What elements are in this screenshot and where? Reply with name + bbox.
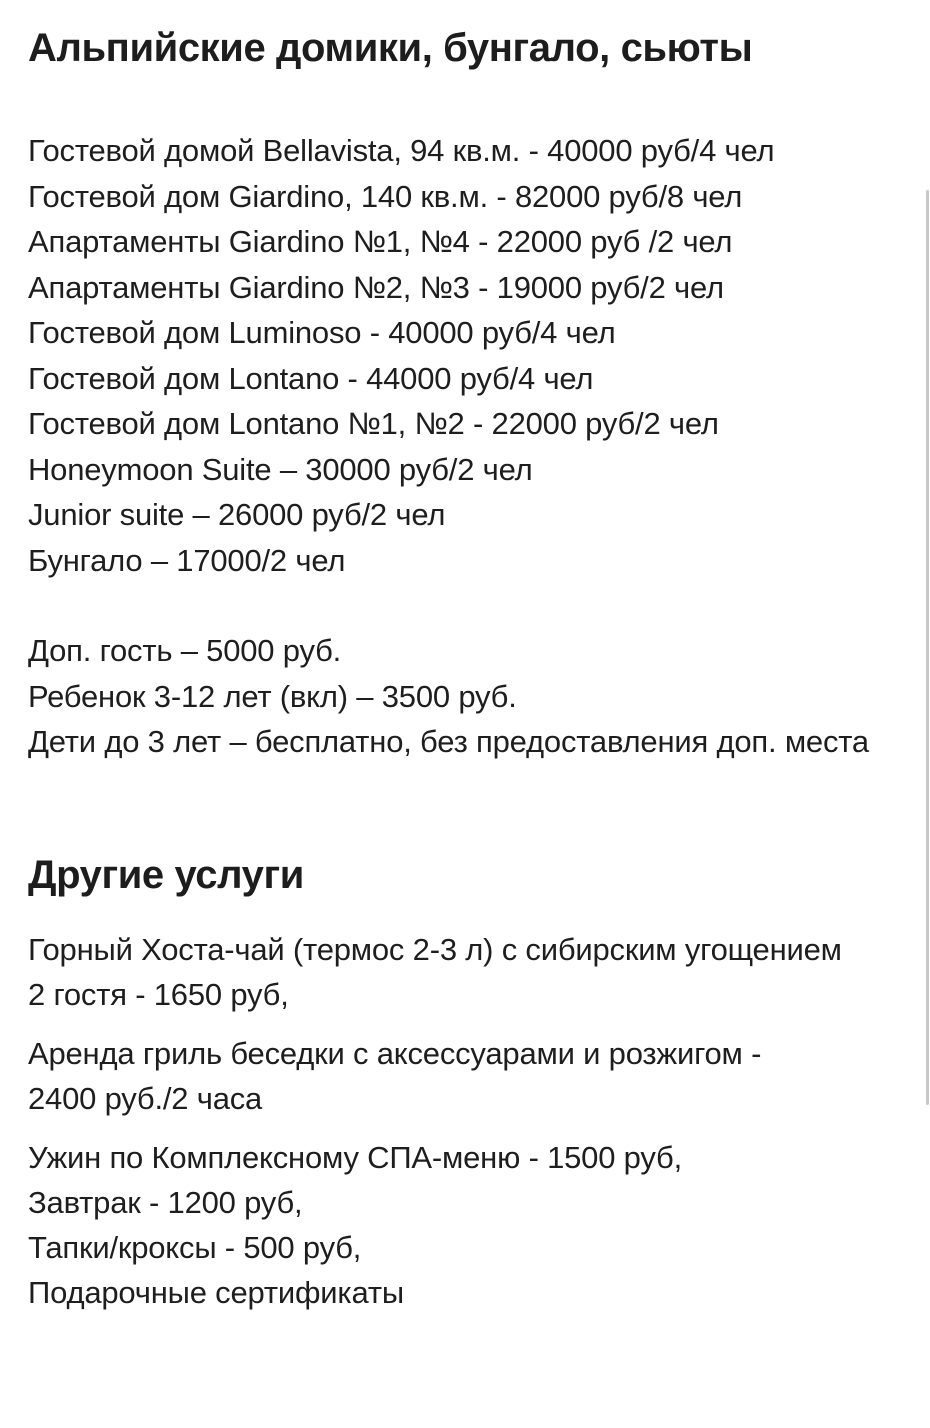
page-title: Альпийские домики, бунгало, сьюты — [28, 26, 753, 70]
service-line: Горный Хоста-чай (термос 2-3 л) с сибирским угощением — [28, 931, 842, 967]
services-list — [28, 927, 890, 1315]
service-line: Аренда гриль беседки с аксессуарами и розжигом - — [28, 1035, 762, 1071]
room-price-line: Junior suite – 26000 руб/2 чел — [28, 497, 446, 532]
room-price-line: Гостевой дом Lontano №1, №2 - 22000 руб/2 чел — [28, 406, 719, 441]
room-price-line: Гостевой дом Giardino, 140 кв.м. - 82000 руб/8 чел — [28, 178, 743, 214]
service-line: Завтрак - 1200 руб, — [28, 1184, 303, 1220]
service-line: 2400 руб./2 часа — [28, 1080, 263, 1116]
room-price-line: Гостевой дом Lontano - 44000 руб/4 чел — [28, 360, 594, 396]
room-price-line: Honeymoon Suite – 30000 руб/2 чел — [28, 451, 533, 487]
service-line: Ужин по Комплексному СПА-меню - 1500 руб, — [28, 1139, 682, 1175]
extra-rule-line: Доп. гость – 5000 руб. — [28, 633, 342, 668]
room-price-line: Гостевой дом Luminoso - 40000 руб/4 чел — [28, 315, 616, 350]
services-heading: Другие услуги — [28, 852, 304, 897]
service-paragraph — [28, 1135, 890, 1315]
scrollbar-thumb[interactable] — [926, 190, 929, 1105]
extra-rule-line: Ребенок 3-12 лет (вкл) – 3500 руб. — [28, 678, 517, 714]
extra-guest-rules — [28, 628, 890, 765]
room-price-line: Бунгало – 17000/2 чел — [28, 542, 346, 578]
room-price-line: Апартаменты Giardino №2, №3 - 19000 руб/2 чел — [28, 269, 724, 305]
service-paragraph — [28, 1031, 890, 1121]
extra-rule-line: Дети до 3 лет – бесплатно, без предоставления доп. места — [28, 724, 869, 759]
rooms-price-list — [28, 128, 890, 583]
room-price-line: Гостевой домой Bellavista, 94 кв.м. - 40000 руб/4 чел — [28, 133, 775, 168]
service-line: Подарочные сертификаты — [28, 1274, 404, 1310]
service-paragraph — [28, 927, 890, 1017]
service-line: 2 гостя - 1650 руб, — [28, 976, 289, 1012]
room-price-line: Апартаменты Giardino №1, №4 - 22000 руб /2 чел — [28, 224, 733, 259]
service-line: Тапки/кроксы - 500 руб, — [28, 1229, 362, 1265]
